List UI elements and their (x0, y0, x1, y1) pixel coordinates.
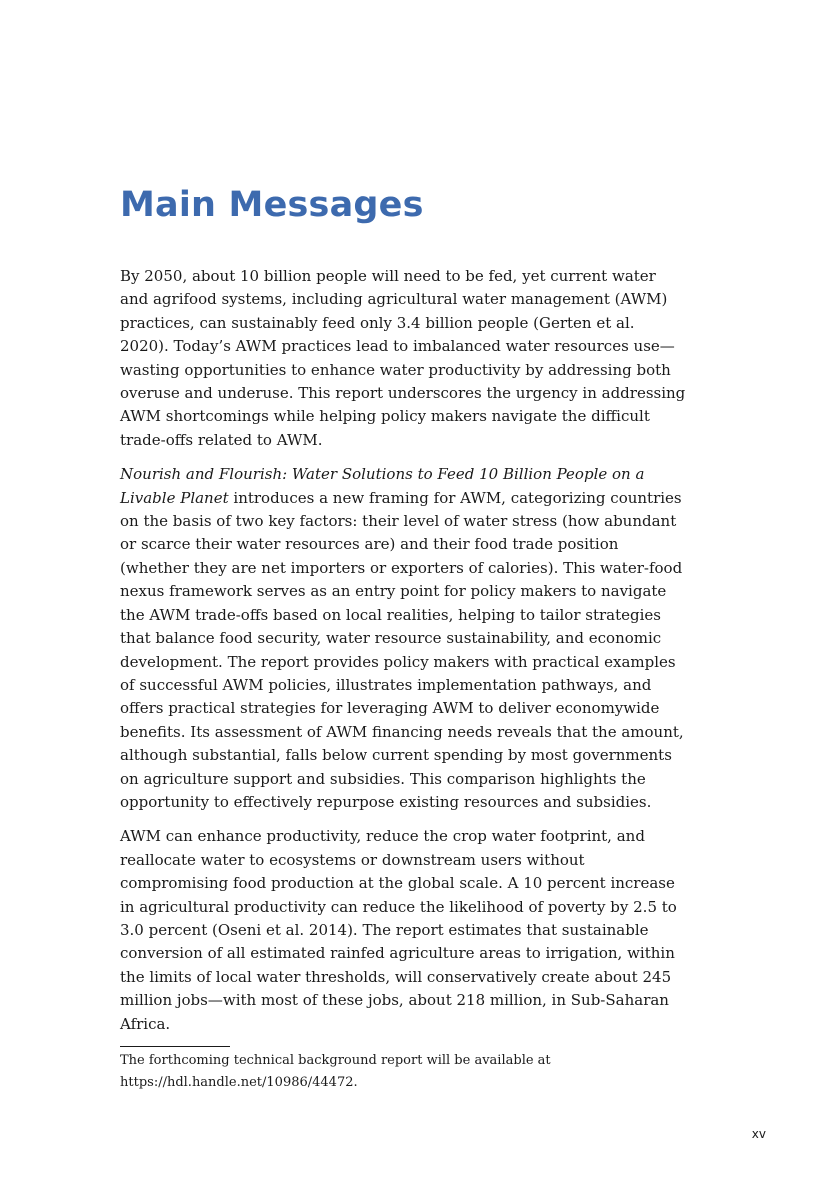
footnote (120, 1050, 680, 1094)
footnote-divider (120, 1046, 230, 1047)
footnote-link[interactable]: https://hdl.handle.net/10986/44472. (120, 1075, 358, 1090)
main-body (120, 265, 688, 1047)
report-title-italic: Nourish and Flourish: Water Solutions to Feed 10 Billion People on a Livable Planet (120, 465, 645, 507)
page-number: xv (751, 1127, 766, 1141)
paragraph-report-framing (120, 463, 688, 814)
paragraph-productivity: AWM can enhance productivity, reduce the crop water footprint, and reallocate water to ecosystems or downstream users without compromising food production at the global scale. A 10 percent increase in agricultural productivity can reduce the likelihood of poverty by 2.5 to 3.0 percent (Oseni et al. 2014). The report estimates that sustainable conversion of all estimated rainfed agriculture areas to irrigation, within the limits of local water thresholds, will conservatively create about 245 million jobs—with most of these jobs, about 218 million, in Sub-Saharan Africa. (120, 827, 677, 1033)
paragraph-intro: By 2050, about 10 billion people will need to be fed, yet current water and agrifood systems, including agricultural water management (AWM) practices, can sustainably feed only 3.4 billion people (Gerten et al. 2020). Today’s AWM practices lead to imbalanced water resources use—wasting opportunities to enhance water productivity by addressing both overuse and underuse. This report underscores the urgency in addressing AWM shortcomings while helping policy makers navigate the difficult trade-offs related to AWM. (120, 267, 686, 449)
page-title: Main Messages (120, 185, 424, 225)
paragraph-report-framing-text: introduces a new framing for AWM, categorizing countries on the basis of two key factors: their level of water stress (how abundant or scarce their water resources are) and their food trade position (whether they are net importers or exporters of calories). This water-food nexus framework serves as an entry point for policy makers to navigate the AWM trade-offs based on local realities, helping to tailor strategies that balance food security, water resource sustainability, and economic development. The report provides policy makers with practical examples of successful AWM policies, illustrates implementation pathways, and offers practical strategies for leveraging AWM to deliver economywide benefits. Its assessment of AWM financing needs reveals that the amount, although substantial, falls below current spending by most governments on agriculture support and subsidies. This comparison highlights the opportunity to effectively repurpose existing resources and subsidies. (120, 488, 684, 811)
footnote-line-1: The forthcoming technical background report will be available at (120, 1053, 551, 1068)
